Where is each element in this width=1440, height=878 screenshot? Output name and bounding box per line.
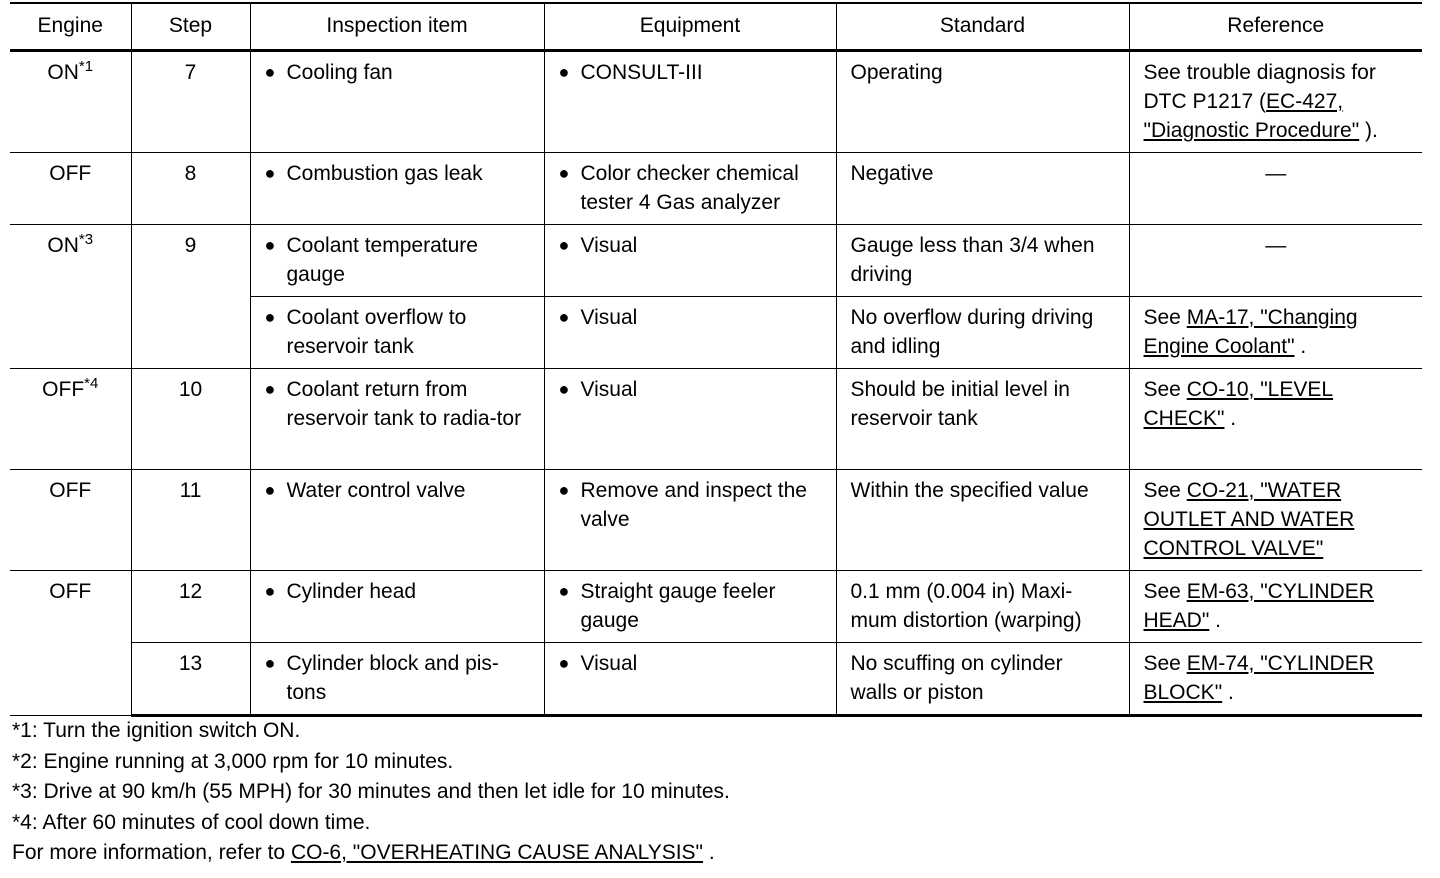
standard-cell: Negative xyxy=(836,153,1129,225)
engine-cell xyxy=(10,225,131,369)
standard-cell: Should be initial level in reservoir tank xyxy=(836,369,1129,470)
engine-state: OFF xyxy=(42,378,85,401)
reference-link[interactable]: CO-10, "LEVEL CHECK" xyxy=(1143,378,1334,430)
standard-cell: No overflow during driving and idling xyxy=(836,297,1129,369)
footnote: *1: Turn the ignition switch ON. xyxy=(12,719,301,742)
equipment-item: Visual xyxy=(580,306,638,329)
table-row xyxy=(10,153,1422,225)
reference-cell xyxy=(1129,571,1422,643)
inspection-item: Coolant overflow to reservoir tank xyxy=(286,306,467,358)
bullet-icon: ● xyxy=(264,62,276,82)
equipment-item: Visual xyxy=(580,234,638,257)
reference-link[interactable]: EM-74, "CYLINDER BLOCK" xyxy=(1143,652,1374,704)
equipment-item: Visual xyxy=(580,378,638,401)
reference-text-end: . xyxy=(1294,335,1307,358)
bullet-icon: ● xyxy=(558,581,570,601)
reference-text-end: . xyxy=(1209,609,1221,632)
inspection-item: Cooling fan xyxy=(286,61,393,84)
inspection-cell xyxy=(250,369,544,470)
equipment-item: CONSULT-III xyxy=(580,61,703,84)
inspection-cell xyxy=(250,643,544,716)
reference-link[interactable]: EM-63, "CYLINDER HEAD" xyxy=(1143,580,1374,632)
step-cell: 9 xyxy=(131,225,250,369)
bullet-icon: ● xyxy=(264,235,276,255)
inspection-item: Cylinder head xyxy=(286,580,417,603)
bullet-icon: ● xyxy=(264,480,276,500)
inspection-item: Cylinder block and pis-tons xyxy=(286,652,499,704)
inspection-item: Coolant return from reservoir tank to radia-tor xyxy=(286,378,522,430)
bullet-icon: ● xyxy=(558,379,570,399)
inspection-cell xyxy=(250,571,544,643)
reference-cell xyxy=(1129,297,1422,369)
engine-state: OFF xyxy=(49,580,92,603)
standard-cell: Operating xyxy=(836,51,1129,153)
footnote: *2: Engine running at 3,000 rpm for 10 minutes. xyxy=(12,749,454,773)
bullet-icon: ● xyxy=(558,480,570,500)
equipment-cell xyxy=(544,153,836,225)
inspection-cell xyxy=(250,153,544,225)
engine-cell xyxy=(10,153,131,225)
equipment-cell xyxy=(544,51,836,153)
standard-cell: Within the specified value xyxy=(836,470,1129,571)
dash-icon: — xyxy=(1265,234,1287,257)
equipment-cell xyxy=(544,369,836,470)
engine-cell xyxy=(10,51,131,153)
engine-cell xyxy=(10,470,131,571)
reference-cell xyxy=(1129,643,1422,716)
footnote: *3: Drive at 90 km/h (55 MPH) for 30 minutes and then let idle for 10 minutes. xyxy=(12,780,730,803)
reference-cell xyxy=(1129,369,1422,470)
inspection-cell xyxy=(250,297,544,369)
bullet-icon: ● xyxy=(264,653,276,673)
engine-cell xyxy=(10,369,131,470)
engine-cell xyxy=(10,571,131,716)
reference-link[interactable]: MA-17, "Changing Engine Coolant" xyxy=(1143,306,1358,358)
reference-text: See xyxy=(1143,580,1187,603)
reference-cell xyxy=(1129,153,1422,225)
reference-text: See xyxy=(1143,479,1187,502)
bullet-icon: ● xyxy=(264,163,276,183)
table-row xyxy=(10,470,1422,571)
inspection-cell xyxy=(250,225,544,297)
inspection-cell xyxy=(250,470,544,571)
equipment-item: Visual xyxy=(580,652,638,675)
reference-text: See trouble diagnosis for DTC P1217 ( xyxy=(1143,61,1376,113)
table-row xyxy=(10,571,1422,643)
reference-text: See xyxy=(1143,306,1187,329)
header-row xyxy=(10,3,1422,51)
step-cell: 8 xyxy=(131,153,250,225)
table-row xyxy=(10,51,1422,153)
header-reference: Reference xyxy=(1129,3,1422,51)
header-equipment: Equipment xyxy=(544,3,836,51)
bullet-icon: ● xyxy=(558,62,570,82)
reference-text: See xyxy=(1143,652,1187,675)
table-row xyxy=(10,225,1422,297)
step-cell: 11 xyxy=(131,470,250,571)
reference-text: See xyxy=(1143,378,1187,401)
bullet-icon: ● xyxy=(264,307,276,327)
bullet-icon: ● xyxy=(264,379,276,399)
equipment-cell xyxy=(544,470,836,571)
table-row xyxy=(10,643,1422,716)
header-inspection-item: Inspection item xyxy=(250,3,544,51)
bullet-icon: ● xyxy=(558,307,570,327)
footnote: *4: After 60 minutes of cool down time. xyxy=(12,810,371,834)
bullet-icon: ● xyxy=(264,581,276,601)
bullet-icon: ● xyxy=(558,163,570,183)
reference-text-end: . xyxy=(1222,681,1234,704)
inspection-item: Combustion gas leak xyxy=(286,162,483,185)
reference-link[interactable]: CO-21, "WATER OUTLET AND WATER CONTROL VALVE" xyxy=(1143,479,1355,560)
standard-cell: Gauge less than 3/4 when driving xyxy=(836,225,1129,297)
equipment-item: Remove and inspect the valve xyxy=(580,479,807,531)
equipment-cell xyxy=(544,571,836,643)
engine-footnote-mark: *1 xyxy=(78,58,94,75)
more-info-text-end: . xyxy=(703,841,715,864)
equipment-cell xyxy=(544,643,836,716)
header-engine: Engine xyxy=(10,3,131,51)
step-cell: 7 xyxy=(131,51,250,153)
reference-cell xyxy=(1129,225,1422,297)
reference-cell xyxy=(1129,470,1422,571)
step-cell: 10 xyxy=(131,369,250,470)
engine-footnote-mark: *3 xyxy=(78,231,94,248)
equipment-cell xyxy=(544,225,836,297)
inspection-item: Water control valve xyxy=(286,479,466,502)
standard-cell: 0.1 mm (0.004 in) Maxi-mum distortion (warping) xyxy=(836,571,1129,643)
equipment-item: Color checker chemical tester 4 Gas analyzer xyxy=(580,162,799,214)
step-cell: 13 xyxy=(131,643,250,716)
more-info-text: For more information, refer to xyxy=(12,841,291,864)
engine-state: OFF xyxy=(49,479,92,502)
more-info-line xyxy=(12,838,730,869)
more-info-link[interactable]: CO-6, "OVERHEATING CAUSE ANALYSIS" xyxy=(290,841,704,864)
dash-icon: — xyxy=(1265,162,1287,185)
inspection-cell xyxy=(250,51,544,153)
reference-cell xyxy=(1129,51,1422,153)
engine-state: ON xyxy=(47,61,79,84)
table-row xyxy=(10,369,1422,470)
bullet-icon: ● xyxy=(558,235,570,255)
footnotes xyxy=(12,716,730,869)
equipment-item: Straight gauge feeler gauge xyxy=(580,580,776,632)
header-step: Step xyxy=(131,3,250,51)
step-cell: 12 xyxy=(131,571,250,643)
reference-text-end: ). xyxy=(1359,119,1378,142)
reference-text-end: . xyxy=(1224,407,1237,430)
engine-state: OFF xyxy=(49,162,92,185)
header-standard: Standard xyxy=(836,3,1129,51)
inspection-item: Coolant temperature gauge xyxy=(286,234,478,286)
reference-link[interactable]: EC-427, "Diagnostic Procedure" xyxy=(1143,90,1360,142)
engine-footnote-mark: *4 xyxy=(84,375,99,392)
inspection-table xyxy=(10,2,1422,717)
engine-state: ON xyxy=(47,234,79,257)
equipment-cell xyxy=(544,297,836,369)
standard-cell: No scuffing on cylinder walls or piston xyxy=(836,643,1129,716)
bullet-icon: ● xyxy=(558,653,570,673)
